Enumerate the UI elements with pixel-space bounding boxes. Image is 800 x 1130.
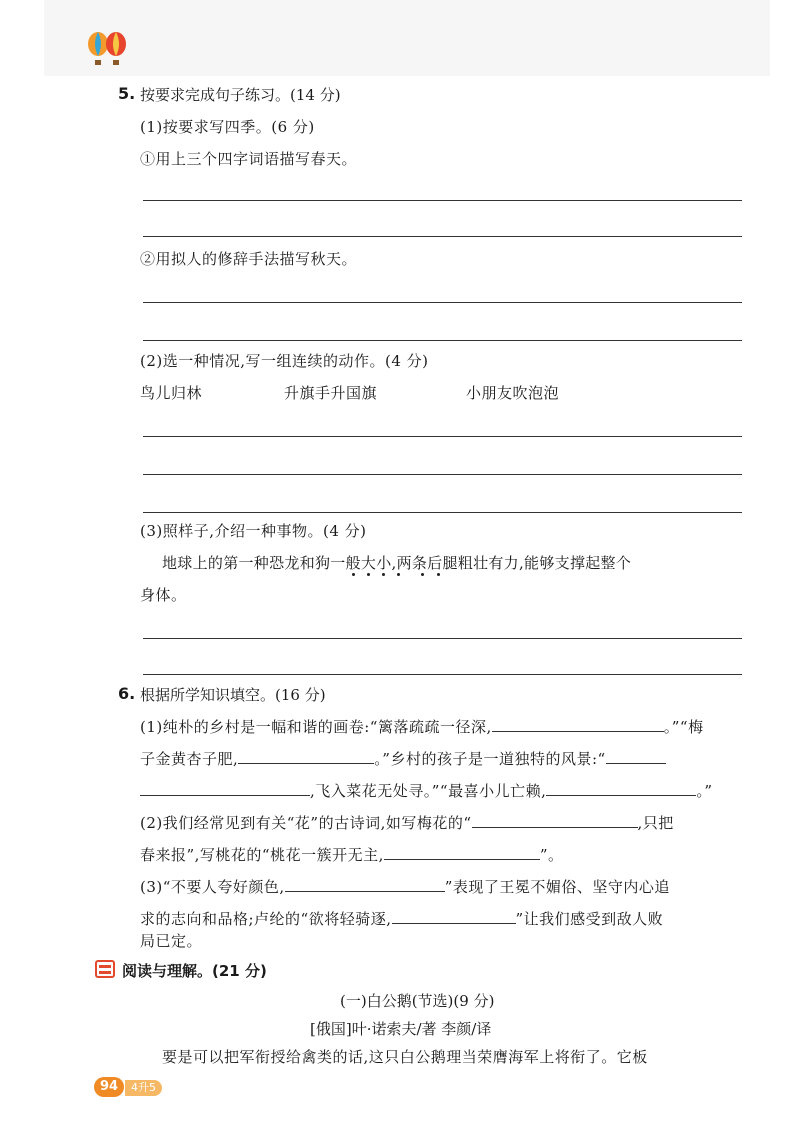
header-band: [44, 0, 770, 76]
q5-part3-title: (3)照样子,介绍一种事物。(4 分): [140, 522, 367, 540]
q6-line8: 局已定。: [140, 932, 203, 950]
answer-line[interactable]: [143, 302, 742, 303]
q6-text: 子金黄杏子肥,: [140, 750, 239, 768]
q6-line7: [140, 908, 663, 929]
section-book-icon: [95, 960, 115, 978]
answer-line[interactable]: [143, 474, 742, 475]
q6-text: (3)“不要人夸好颜色,: [140, 878, 285, 896]
q6-line5: [140, 844, 564, 865]
answer-line[interactable]: [143, 436, 742, 437]
q6-text: ”。: [539, 846, 564, 864]
q6-line3: [140, 780, 713, 801]
answer-line[interactable]: [143, 200, 742, 201]
fill-blank[interactable]: [285, 878, 445, 892]
q5-example-line1: 地球上的第一种恐龙和狗一般大小,两条后腿粗壮有力,能够支撑起整个: [162, 554, 632, 572]
answer-line[interactable]: [143, 512, 742, 513]
q6-line6: [140, 876, 670, 897]
q5-part2-title: (2)选一种情况,写一组连续的动作。(4 分): [140, 352, 429, 370]
q6-text: ,只把: [637, 814, 674, 832]
q5-option: 鸟儿归林: [140, 384, 203, 402]
grade-label: 4升5: [125, 1080, 162, 1096]
q5-part1-title: (1)按要求写四季。(6 分): [140, 118, 315, 136]
q6-number: 6.: [118, 684, 136, 703]
q5-part1-item1: ①用上三个四字词语描写春天。: [140, 150, 358, 168]
answer-line[interactable]: [143, 236, 742, 237]
q5-number: 5.: [118, 84, 136, 103]
q6-line4: [140, 812, 674, 833]
q6-text: (2)我们经常见到有关“花”的古诗词,如写梅花的“: [140, 814, 472, 832]
q6-text: ”表现了王冕不媚俗、坚守内心追: [444, 878, 670, 896]
section-title: 阅读与理解。(21 分): [122, 962, 267, 980]
q6-title: 根据所学知识填空。(16 分): [140, 686, 326, 704]
answer-line[interactable]: [143, 340, 742, 341]
q6-text: 春来报”,写桃花的“桃花一簇开无主,: [140, 846, 384, 864]
q6-line1: [140, 716, 704, 737]
q6-text: 。”乡村的孩子是一道独特的风景:“: [374, 750, 606, 768]
fill-blank[interactable]: [384, 846, 540, 860]
fill-blank[interactable]: [140, 782, 310, 796]
answer-line[interactable]: [143, 638, 742, 639]
q6-text: 求的志向和品格;卢纶的“欲将轻骑逐,: [140, 910, 392, 928]
fill-blank[interactable]: [546, 782, 696, 796]
q6-text: ”让我们感受到敌人败: [515, 910, 664, 928]
passage-author: [俄国]叶·诺索夫/著 李颜/译: [310, 1020, 492, 1038]
q6-text: 。”: [696, 782, 713, 800]
q5-option: 升旗手升国旗: [284, 384, 378, 402]
q5-title: 按要求完成句子练习。(14 分): [140, 86, 341, 104]
fill-blank[interactable]: [392, 910, 516, 924]
passage-body-line: 要是可以把军衔授给禽类的话,这只白公鹅理当荣膺海军上将衔了。它板: [162, 1048, 648, 1066]
answer-line[interactable]: [143, 674, 742, 675]
hot-air-balloon-icon: [86, 30, 130, 70]
passage-title: (一)白公鹅(节选)(9 分): [340, 992, 495, 1010]
q5-option: 小朋友吹泡泡: [466, 384, 560, 402]
q5-part1-item2: ②用拟人的修辞手法描写秋天。: [140, 250, 358, 268]
q6-text: 。”“梅: [663, 718, 704, 736]
fill-blank[interactable]: [472, 814, 638, 828]
fill-blank[interactable]: [492, 718, 664, 732]
q6-text: (1)纯朴的乡村是一幅和谐的画卷:“篱落疏疏一径深,: [140, 718, 492, 736]
q6-text: ,飞入菜花无处寻。”“最喜小儿亡赖,: [310, 782, 547, 800]
fill-blank[interactable]: [238, 750, 374, 764]
q6-line2: [140, 748, 666, 769]
fill-blank[interactable]: [606, 750, 666, 764]
page-number-badge: 94: [94, 1077, 124, 1097]
q5-example-line2: 身体。: [140, 586, 187, 604]
